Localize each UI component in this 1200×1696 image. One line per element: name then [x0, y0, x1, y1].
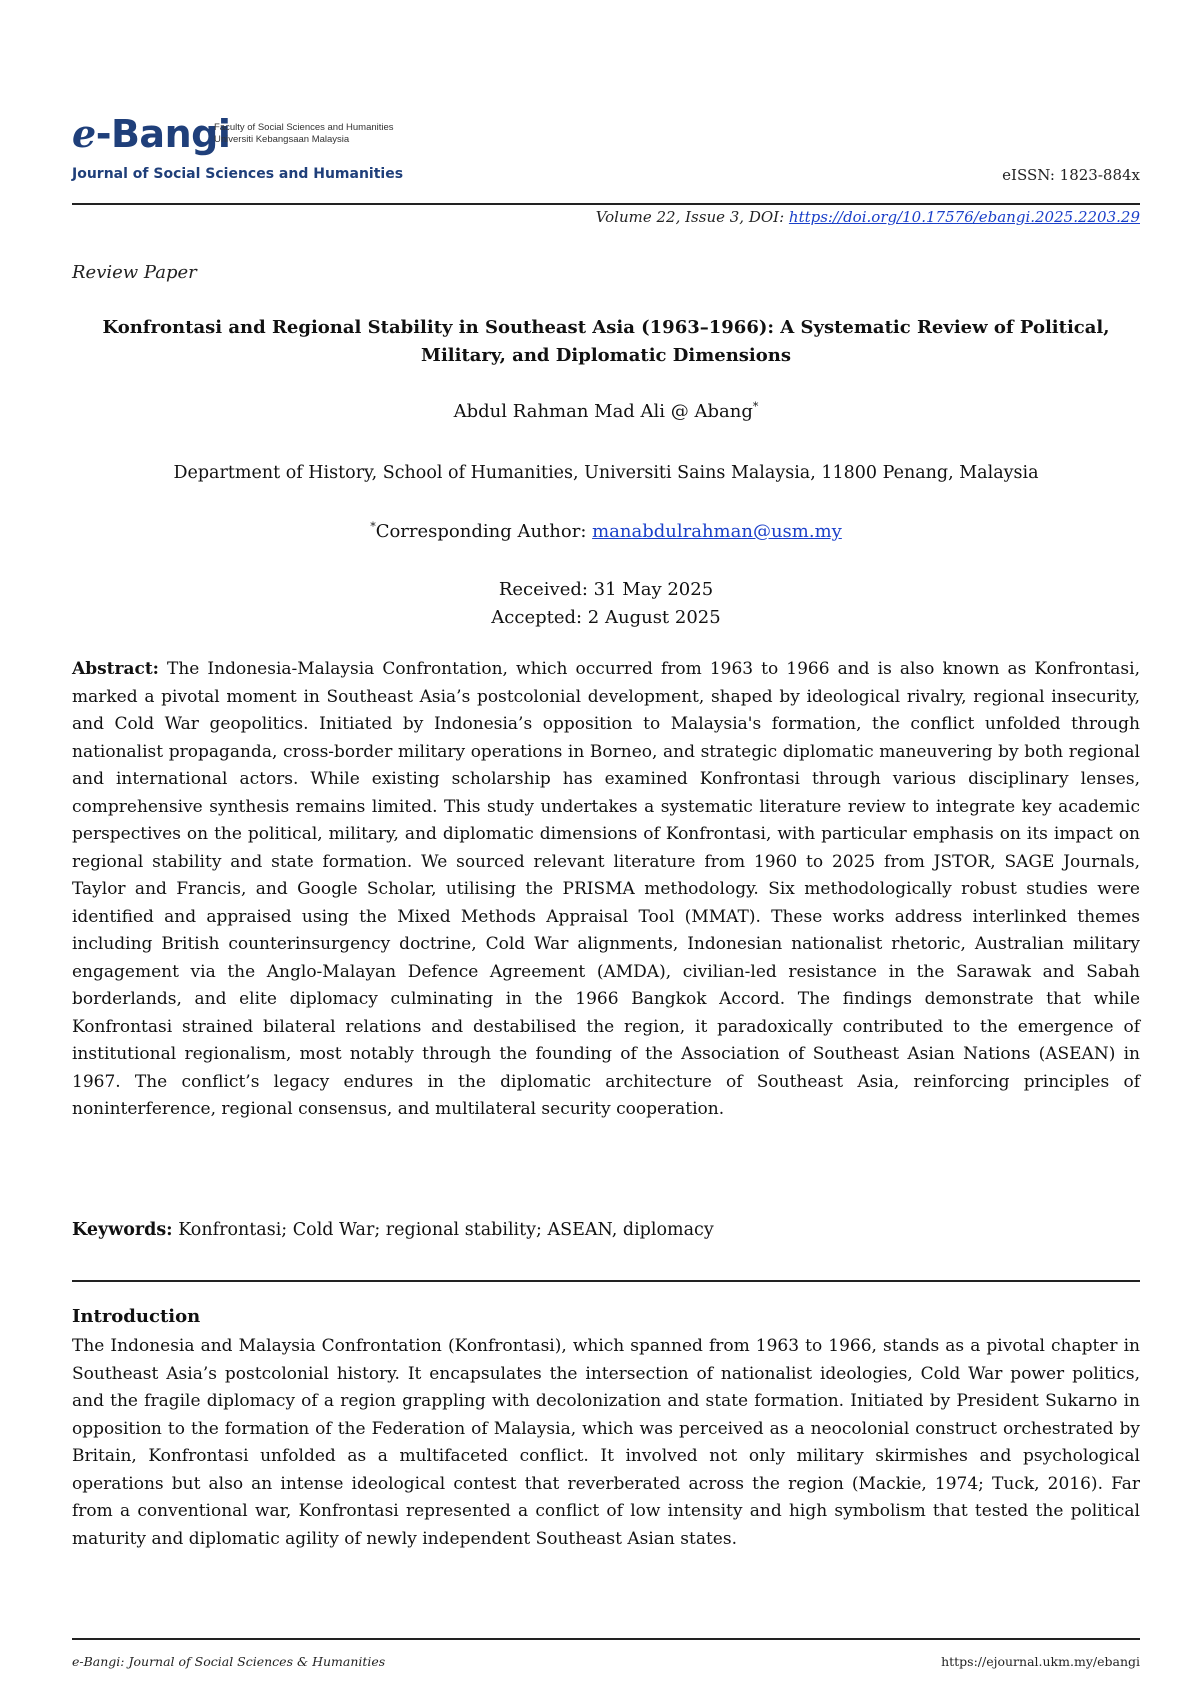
- keywords: [72, 1220, 1140, 1240]
- journal-logo: [72, 112, 472, 192]
- journal-header: [72, 112, 1140, 202]
- footer-rule: [72, 1638, 1140, 1640]
- corresponding-author: [72, 520, 1140, 542]
- accepted-date: Accepted: 2 August 2025: [491, 607, 721, 628]
- volume-text: Volume 22, Issue 3, DOI:: [595, 208, 789, 226]
- keywords-label: Keywords:: [72, 1220, 173, 1240]
- author-mark: *: [752, 400, 759, 413]
- keywords-text: Konfrontasi; Cold War; regional stability; ASEAN, diplomacy: [172, 1220, 714, 1240]
- logo-wordmark: [72, 112, 230, 156]
- introduction-heading: Introduction: [72, 1306, 201, 1327]
- submission-dates: [72, 576, 1140, 632]
- title-line-1: Konfrontasi and Regional Stability in Southeast Asia (1963–1966): A Systematic Review of Political,: [102, 317, 1110, 338]
- affiliation: Department of History, School of Humanities, Universiti Sains Malaysia, 11800 Penang, Malaysia: [173, 463, 1039, 483]
- paper-type: Review Paper: [72, 262, 197, 283]
- introduction-text: The Indonesia and Malaysia Confrontation (Konfrontasi), which spanned from 1963 to 1966, stands as a pivotal chapter in Southeast Asia’s postcolonial history. It encapsulates the intersection of nationalist ideologies, Cold War power politics, and the fragile diplomacy of a region grappling with decolonization and state formation. Initiated by President Sukarno in opposition to the formation of the Federation of Malaysia, which was perceived as a neocolonial construct orchestrated by Britain, Konfrontasi unfolded as a multifaceted conflict. It involved not only military skirmishes and psychological operations but also an intense ideological contest that reverberated across the region (Mackie, 1974; Tuck, 2016). Far from a conventional war, Konfrontasi represented a conflict of low intensity and high symbolism that tested the political maturity and diplomatic agility of newly independent Southeast Asian states.: [72, 1336, 1140, 1549]
- footer-url[interactable]: https://ejournal.ukm.my/ebangi: [941, 1654, 1140, 1669]
- abstract-label: Abstract:: [72, 659, 159, 679]
- eissn-label: eISSN: 1823-884x: [1002, 166, 1140, 184]
- logo-journal-name: Journal of Social Sciences and Humanities: [72, 166, 404, 182]
- received-date: Received: 31 May 2025: [498, 579, 714, 600]
- corr-mark: *: [370, 520, 376, 533]
- abstract-text: The Indonesia-Malaysia Confrontation, which occurred from 1963 to 1966 and is also known as Konfrontasi, marked a pivotal moment in Southeast Asia’s postcolonial development, shaped by ideological rivalry, regional insecurity, and Cold War geopolitics. Initiated by Indonesia’s opposition to Malaysia's formation, the conflict unfolded through nationalist propaganda, cross-border military operations in Borneo, and strategic diplomatic maneuvering by both regional and international actors. While existing scholarship has examined Konfrontasi through various disciplinary lenses, comprehensive synthesis remains limited. This study undertakes a systematic literature review to integrate key academic perspectives on the political, military, and diplomatic dimensions of Konfrontasi, with particular emphasis on its impact on regional stability and state formation. We sourced relevant literature from 1960 to 2025 from JSTOR, SAGE Journals, Taylor and Francis, and Google Scholar, utilising the PRISMA methodology. Six methodologically robust studies were identified and appraised using the Mixed Methods Appraisal Tool (MMAT). These works address interlinked themes including British counterinsurgency doctrine, Cold War alignments, Indonesian nationalist rhetoric, Australian military engagement via the Anglo-Malayan Defence Agreement (AMDA), civilian-led resistance in the Sarawak and Sabah borderlands, and elite diplomacy culminating in the 1966 Bangkok Accord. The findings demonstrate that while Konfrontasi strained bilateral relations and destabilised the region, it paradoxically contributed to the emergence of institutional regionalism, most notably through the founding of the Association of Southeast Asian Nations (ASEAN) in 1967. The conflict’s legacy endures in the diplomatic architecture of Southeast Asia, reinforcing principles of noninterference, regional consensus, and multilateral security cooperation.: [72, 659, 1140, 1119]
- corr-label: Corresponding Author:: [375, 521, 593, 542]
- header-rule: [72, 203, 1140, 205]
- title-line-2: Military, and Diplomatic Dimensions: [421, 345, 791, 366]
- logo-university-line: Universiti Kebangsaan Malaysia: [214, 134, 350, 145]
- logo-faculty-line: Faculty of Social Sciences and Humanities: [214, 122, 394, 133]
- logo-faculty-text: [214, 122, 394, 146]
- footer-journal-name: e-Bangi: Journal of Social Sciences & Humanities: [72, 1654, 386, 1669]
- logo-bangi-text: -Bangi: [95, 112, 231, 156]
- abstract: [72, 656, 1140, 1124]
- corr-email-link[interactable]: manabdulrahman@usm.my: [592, 521, 842, 542]
- volume-doi-line: [596, 208, 1140, 226]
- section-rule: [72, 1280, 1140, 1282]
- doi-link[interactable]: https://doi.org/10.17576/ebangi.2025.2203.29: [788, 208, 1140, 226]
- paper-title: [72, 314, 1140, 370]
- author-name: [72, 400, 1140, 422]
- author-text: Abdul Rahman Mad Ali @ Abang: [453, 401, 753, 422]
- logo-e-letter: e: [72, 111, 96, 156]
